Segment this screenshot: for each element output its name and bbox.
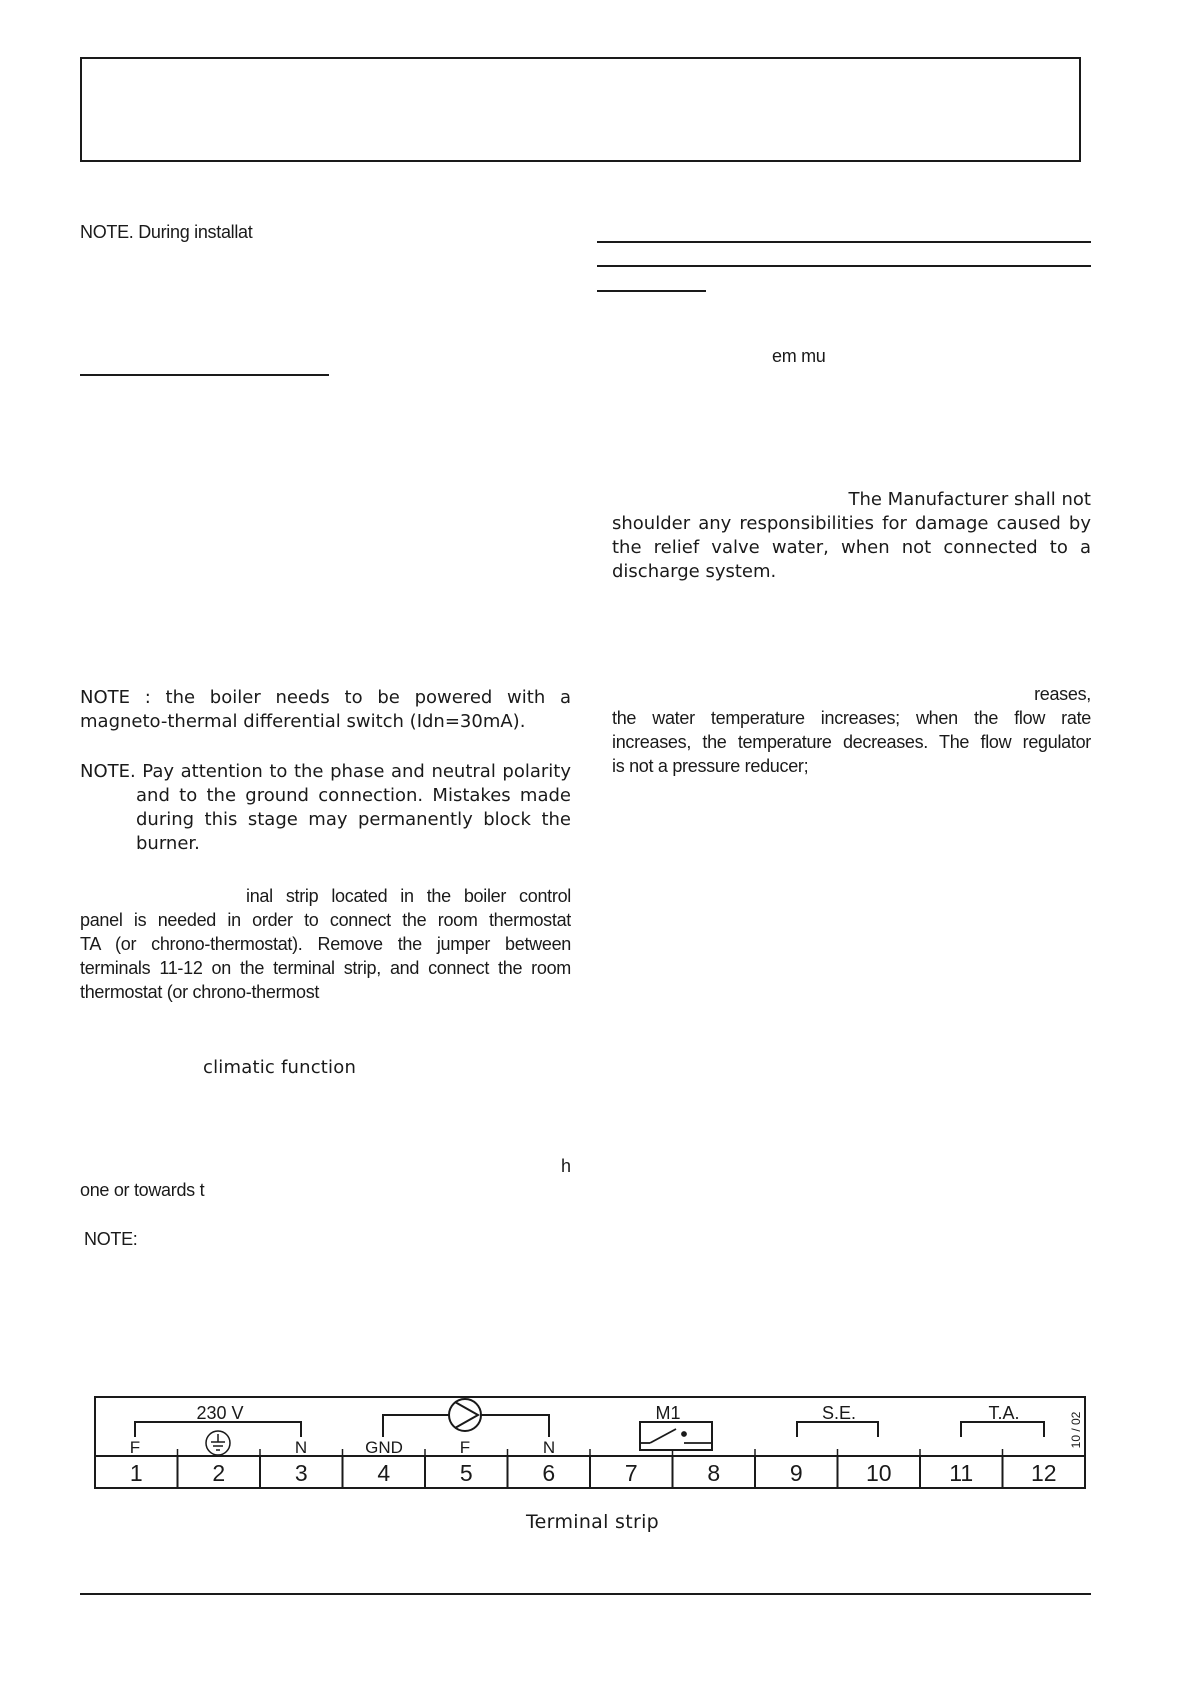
group-label-ta: T.A. [988,1403,1020,1423]
group-label-se: S.E. [821,1403,857,1423]
fragment-em-mu: em mu [772,346,826,366]
label-n: N [294,1438,308,1457]
date-code: 10 / 02 [1069,1411,1083,1449]
text-line: panel is needed in order to connect the room thermostat [80,910,571,930]
terminal-number: 9 [789,1460,803,1486]
text-line: and to the ground connection. Mistakes made [136,785,571,806]
ground-icon [206,1431,230,1455]
text-line: increases, the temperature decreases. The flow regulator [612,732,1091,752]
text-line: reases, [1034,684,1091,704]
footer-rule [80,1593,1091,1595]
text-line: TA (or chrono-thermostat). Remove the jumper between [80,934,571,954]
label-gnd: GND [365,1438,403,1457]
terminal-number: 4 [377,1460,391,1486]
note-installation: NOTE. During installat [80,222,253,242]
terminal-number: 2 [212,1460,226,1486]
text-line: thermostat (or chrono-thermost [80,982,320,1002]
text-line: the relief valve water, when not connected to a [612,537,1091,558]
terminal-number: 6 [542,1460,556,1486]
terminal-number: 3 [294,1460,308,1486]
label-f: F [459,1438,471,1457]
terminal-number: 8 [707,1460,721,1486]
note-short: NOTE: [84,1229,138,1249]
text-line: NOTE : the boiler needs to be powered with a [80,687,571,708]
pump-icon [449,1399,481,1431]
terminal-number: 7 [624,1460,638,1486]
terminal-number: 1 [129,1460,143,1486]
label-n: N [542,1438,556,1457]
diagram-caption: Terminal strip [526,1511,660,1533]
text-line: during this stage may permanently block the [136,809,571,830]
group-label-230v: 230 V [196,1403,244,1423]
text-line: shoulder any responsibilities for damage caused by [612,513,1091,534]
text-line: inal strip located in the boiler control [246,886,571,906]
text-line: The Manufacturer shall not [848,489,1091,510]
terminal-number: 12 [1030,1460,1057,1486]
text-line: magneto-thermal differential switch (Idn=30mA). [80,711,526,732]
text-line: the water temperature increases; when the flow rate [612,708,1091,728]
fragment-towards: one or towards t [80,1180,205,1200]
text-line: burner. [136,833,200,854]
text-line: terminals 11-12 on the terminal strip, and connect the room [80,958,571,978]
label-f: F [129,1438,141,1457]
text-line: is not a pressure reducer; [612,756,809,776]
terminal-number: 5 [459,1460,473,1486]
text-line: discharge system. [612,561,777,582]
fragment-h: h [561,1156,571,1176]
switch-box-m1 [640,1422,712,1450]
bracket-pump [383,1415,549,1437]
climatic-function-text: climatic function [203,1057,357,1078]
text-line: NOTE. Pay attention to the phase and neutral polarity [80,761,571,782]
bracket-ta [961,1422,1044,1437]
terminal-number: 11 [949,1460,974,1486]
terminal-number: 10 [865,1460,892,1486]
switch-icon [640,1429,712,1443]
group-label-m1: M1 [655,1403,681,1423]
bracket-se [797,1422,878,1437]
